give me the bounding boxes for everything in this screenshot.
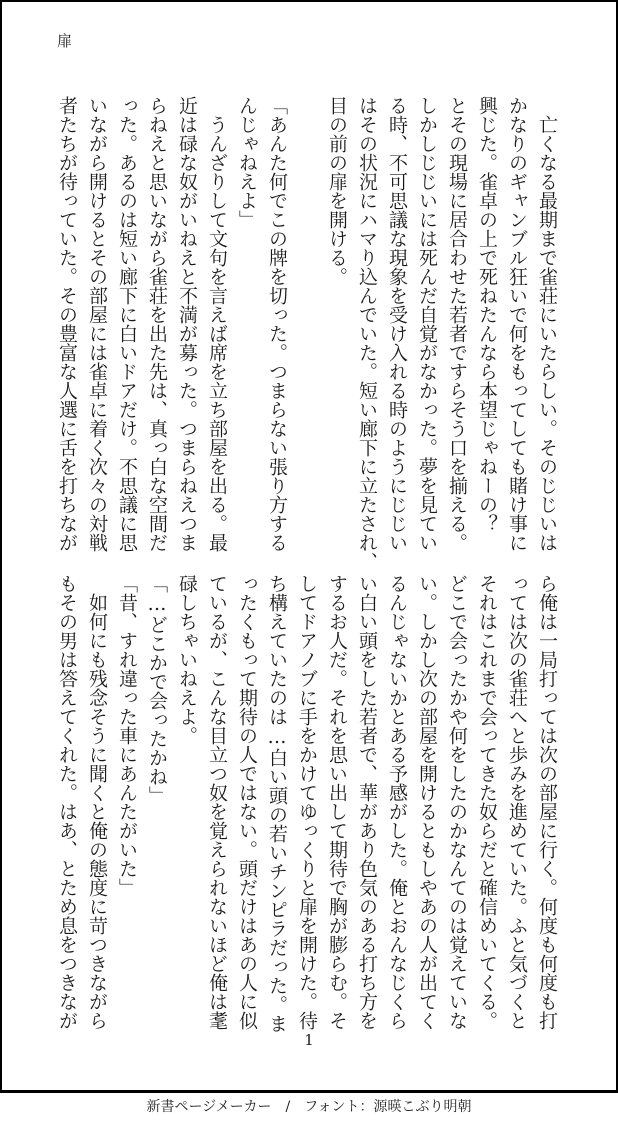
text-column: 「…どこかで会ったかね」 [146, 574, 168, 805]
text-block-upper [52, 96, 562, 571]
text-column: 如何にも残念そうに聞くと俺の態度に苛つきながら [86, 574, 108, 1030]
text-column: どこで会ったかや何をしたのかなんてのは覚えていな [446, 574, 468, 1030]
text-column: ち構えていたのは…白い頭の若いチンピラだった。ま [266, 574, 288, 1033]
footer-credit: 新書ページメーカー / フォント：源暎こぶり明朝 [146, 1099, 472, 1115]
text-column: る時、不可思議な現象を受け入れる時のようにじじい [386, 96, 408, 552]
text-column: するお人だ。それを思い出して期待で胸が膨らむ。そ [326, 574, 348, 1030]
text-column: かなりのギャンブル狂いで何をもってしても賭け事に [506, 96, 528, 552]
text-column: うんざりして文句を言えば席を立ち部屋を出る。最 [206, 96, 228, 552]
page-number: 1 [304, 1031, 314, 1049]
text-column: 碌しちゃいねえよ。 [176, 574, 198, 745]
text-column: してドアノブに手をかけてゆっくりと扉を開けた。待 [296, 574, 318, 1030]
text-column: い。しかし次の部屋を開けるともしやあの人が出てく [416, 574, 438, 1030]
text-column: いながら開けるとその部屋には雀卓に着く次々の対戦 [86, 96, 108, 552]
text-block-lower [52, 574, 562, 1040]
text-column: はその状況にハマり込んでいた。短い廊下に立たされ、 [356, 96, 378, 571]
text-column: しかしじじいには死んだ自覚がなかった。夢を見てい [416, 96, 438, 552]
text-column [292, 96, 322, 562]
text-column: 近は碌な奴がいねえと不満が募った。つまらねえつま [176, 96, 198, 552]
text-column: それはこれまで会ってきた奴らだと確信めいてくる。 [476, 574, 498, 1030]
page-title: 扉 [57, 32, 73, 50]
text-column: るんじゃないかとある予感がした。俺とおんなじくら [386, 574, 408, 1030]
text-column: らねえと思いながら雀荘を出た先は、真っ白な空間だ [146, 96, 168, 552]
text-column: んじゃねえよ」 [236, 96, 258, 229]
text-column: ったくもって期待の人ではない。頭だけはあの人に似 [236, 574, 258, 1030]
text-column: 「あんた何でこの牌を切った。つまらない張り方する [266, 96, 288, 552]
text-column: とその現場に居合わせた若者ですらそう口を揃える。 [446, 96, 468, 552]
text-column: もその男は答えてくれた。はあ、とため息をつきなが [56, 574, 78, 1030]
text-column: 興じた。雀卓の上で死ねたんなら本望じゃねーの？ [476, 96, 498, 533]
text-column: 者たちが待っていた。その豊富な人選に舌を打ちなが [56, 96, 78, 552]
text-column: っては次の雀荘へと歩みを進めていた。ふと気づくと [506, 574, 528, 1030]
text-column: 「昔、すれ違った車にあんたがいた」 [116, 574, 138, 897]
text-column: ら俺は一局打っては次の部屋に行く。何度も何度も打 [536, 574, 558, 1030]
text-column: い白い頭をした若者で、華があり色気のある打ち方を [356, 574, 378, 1030]
text-column: ているが、こんな目立つ奴を覚えられないほど俺は耄 [206, 574, 228, 1030]
text-column: った。あるのは短い廊下に白いドアだけ。不思議に思 [116, 96, 138, 552]
text-column: 目の前の扉を開ける。 [326, 96, 348, 286]
text-column: 亡くなる最期まで雀荘にいたらしい。そのじじいは [536, 96, 558, 552]
